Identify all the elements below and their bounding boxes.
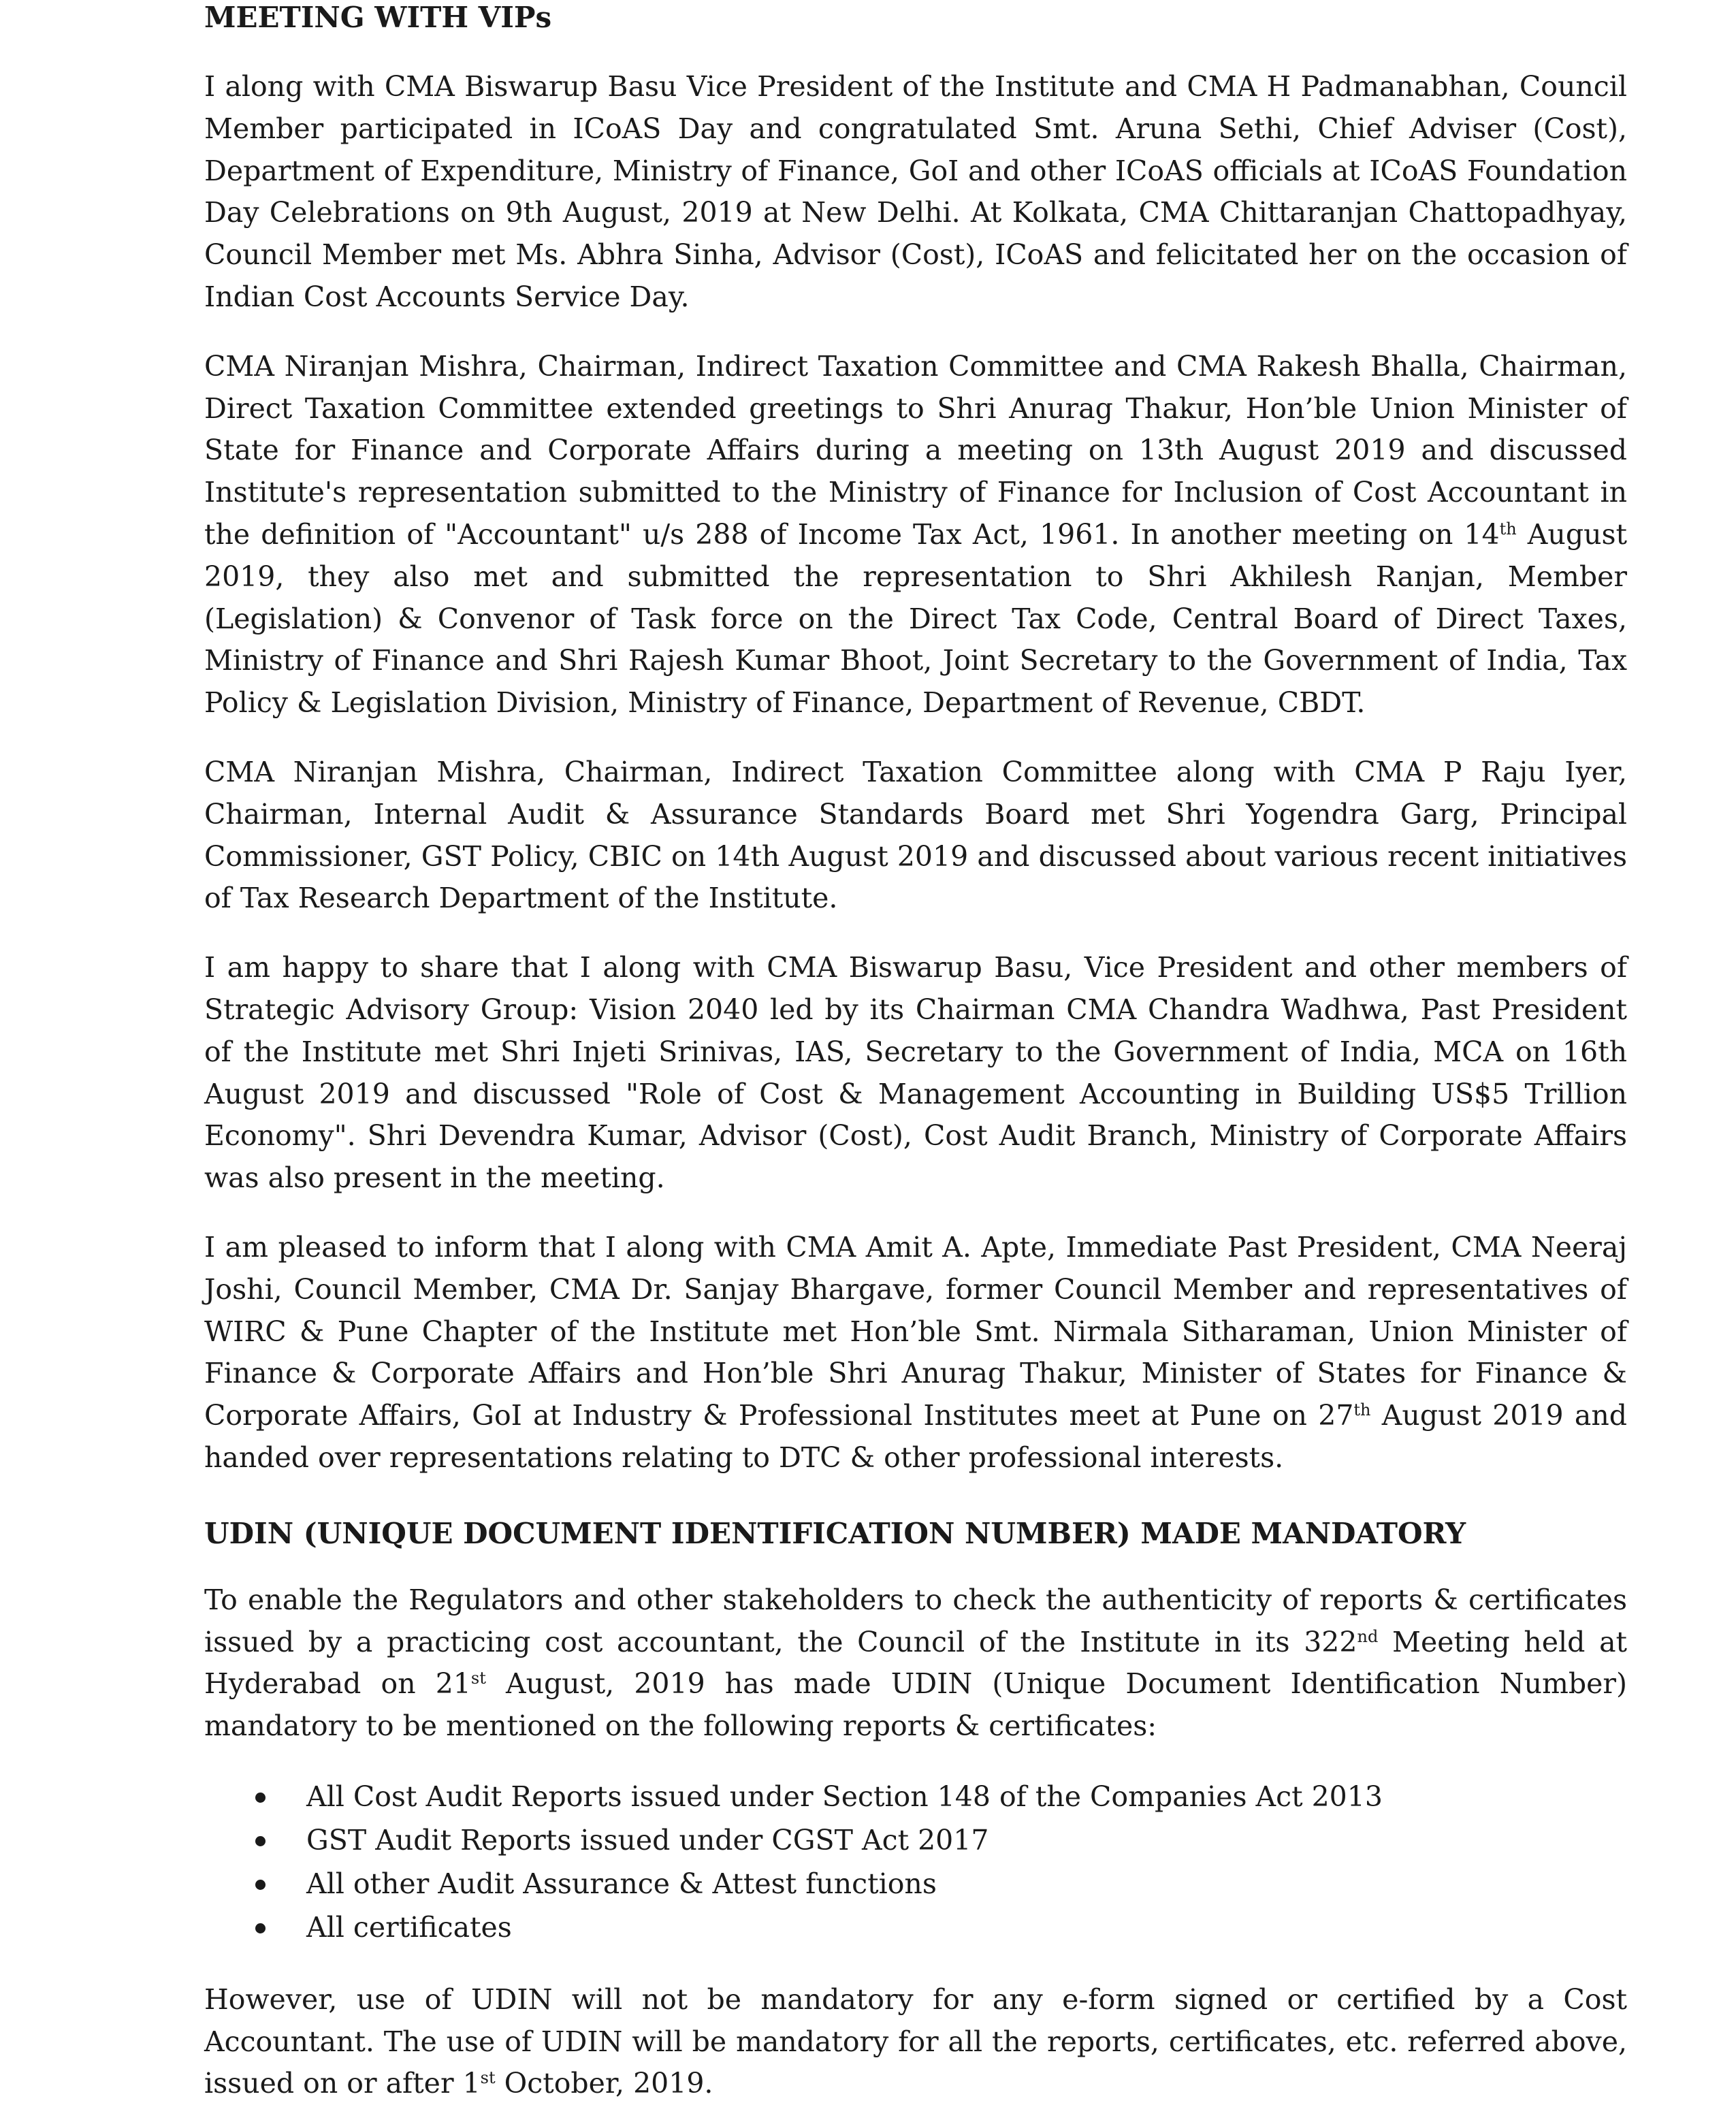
section-heading-meeting-with-vips: MEETING WITH VIPs — [204, 1, 552, 34]
paragraph-text: Meeting held at Hyderabad on 21 — [204, 1625, 1627, 1701]
paragraph-text: August 2019, they also met and submitted the representation to Shri Akhilesh Ranjan, Member (Legislation) & Convenor of Task force on the Direct Tax Code, Central Board of Direct Taxes, Ministry of Finance and Shri Rajesh Kumar Bhoot, Joint Secretary to the Government of India, Tax Policy & Legislation Division, Ministry of Finance, Department of Revenue, CBDT. — [204, 517, 1627, 720]
paragraph-text: I am pleased to inform that I along with CMA Amit A. Apte, Immediate Past President, CMA Neeraj Joshi, Council Member, CMA Dr. Sanjay Bhargave, former Council Member and representatives of WIRC & Pune Chapter of the Institute met Hon’ble Smt. Nirmala Sitharaman, Union Minister of Finance & Corporate Affairs and Hon’ble Shri Anurag Thakur, Minister of States for Finance & Corporate Affairs, GoI at Industry & Professional Institutes meet at Pune on 27 — [204, 1230, 1627, 1432]
list-item — [204, 1906, 1627, 1949]
ordinal-suffix: th — [1499, 519, 1517, 539]
paragraph-text: August 2019 and handed over representations relating to DTC & other professional interests. — [204, 1399, 1627, 1474]
list-item — [204, 1818, 1627, 1862]
section-heading-udin: UDIN (UNIQUE DOCUMENT IDENTIFICATION NUMBER) MADE MANDATORY — [204, 1516, 1466, 1550]
ordinal-suffix: nd — [1357, 1626, 1379, 1646]
list-item — [204, 1775, 1627, 1818]
document-page — [204, 0, 1627, 2105]
paragraph-icoas-day: I along with CMA Biswarup Basu Vice President of the Institute and CMA H Padmanabhan, Council Member participated in ICoAS Day and congratulated Smt. Aruna Sethi, Chief Adviser (Cost), Department of Expenditure, Ministry of Finance, GoI and other ICoAS officials at ICoAS Foundation Day Celebrations on 9th August, 2019 at New Delhi. At Kolkata, CMA Chittaranjan Chattopadhyay, Council Member met Ms. Abhra Sinha, Advisor (Cost), ICoAS and felicitated her on the occasion of Indian Cost Accounts Service Day. — [204, 70, 1627, 313]
paragraph-udin-exemption — [204, 1979, 1627, 2105]
paragraph-pune-meeting — [204, 1227, 1627, 1479]
bullet-icon — [255, 1836, 266, 1846]
paragraph-text: CMA Niranjan Mishra, Chairman, Indirect Taxation Committee and CMA Rakesh Bhalla, Chairman, Direct Taxation Committee extended greetings to Shri Anurag Thakur, Hon’ble Union Minister of State for Finance and Corporate Affairs during a meeting on 13th August 2019 and discussed Institute's representation submitted to the Ministry of Finance for Inclusion of Cost Accountant in the definition of "Accountant" u/s 288 of Income Tax Act, 1961. In another meeting on 14 — [204, 349, 1627, 551]
paragraph-gst-policy-meeting: CMA Niranjan Mishra, Chairman, Indirect Taxation Committee along with CMA P Raju Iyer, Chairman, Internal Audit & Assurance Standards Board met Shri Yogendra Garg, Principal Commissioner, GST Policy, CBIC on 14th August 2019 and discussed about various recent initiatives of Tax Research Department of the Institute. — [204, 755, 1627, 915]
paragraph-text: October, 2019. — [495, 2067, 713, 2100]
paragraph-strategic-advisory-group: I am happy to share that I along with CMA Biswarup Basu, Vice President and other members of Strategic Advisory Group: Vision 2040 led by its Chairman CMA Chandra Wadhwa, Past President of the Institute met Shri Injeti Srinivas, IAS, Secretary to the Government of India, MCA on 16th August 2019 and discussed "Role of Cost & Management Accounting in Building US$5 Trillion Economy". Shri Devendra Kumar, Advisor (Cost), Cost Audit Branch, Ministry of Corporate Affairs was also present in the meeting. — [204, 951, 1627, 1195]
bullet-icon — [255, 1793, 266, 1803]
bullet-icon — [255, 1880, 266, 1890]
list-item-text: All certificates — [306, 1910, 512, 1944]
ordinal-suffix: th — [1353, 1400, 1371, 1420]
bullet-icon — [255, 1923, 266, 1933]
list-item — [204, 1862, 1627, 1906]
list-item-text: GST Audit Reports issued under CGST Act 2017 — [306, 1823, 989, 1857]
list-item-text: All other Audit Assurance & Attest functions — [306, 1867, 937, 1900]
ordinal-suffix: st — [480, 2068, 496, 2088]
paragraph-tax-committee-meetings — [204, 346, 1627, 724]
paragraph-udin-intro — [204, 1579, 1627, 1748]
ordinal-suffix: st — [470, 1669, 486, 1688]
paragraph-text: August, 2019 has made UDIN (Unique Document Identification Number) mandatory to be mentioned on the following reports & certificates: — [204, 1667, 1627, 1743]
list-item-text: All Cost Audit Reports issued under Section 148 of the Companies Act 2013 — [306, 1780, 1383, 1813]
udin-applicable-list — [204, 1775, 1627, 1949]
paragraph-text: To enable the Regulators and other stakeholders to check the authenticity of reports & certificates issued by a practicing cost accountant, the Council of the Institute in its 322 — [204, 1583, 1627, 1658]
paragraph-text: However, use of UDIN will not be mandatory for any e-form signed or certified by a Cost Accountant. The use of UDIN will be mandatory for all the reports, certificates, etc. referred above, issued on or after 1 — [204, 1982, 1627, 2100]
